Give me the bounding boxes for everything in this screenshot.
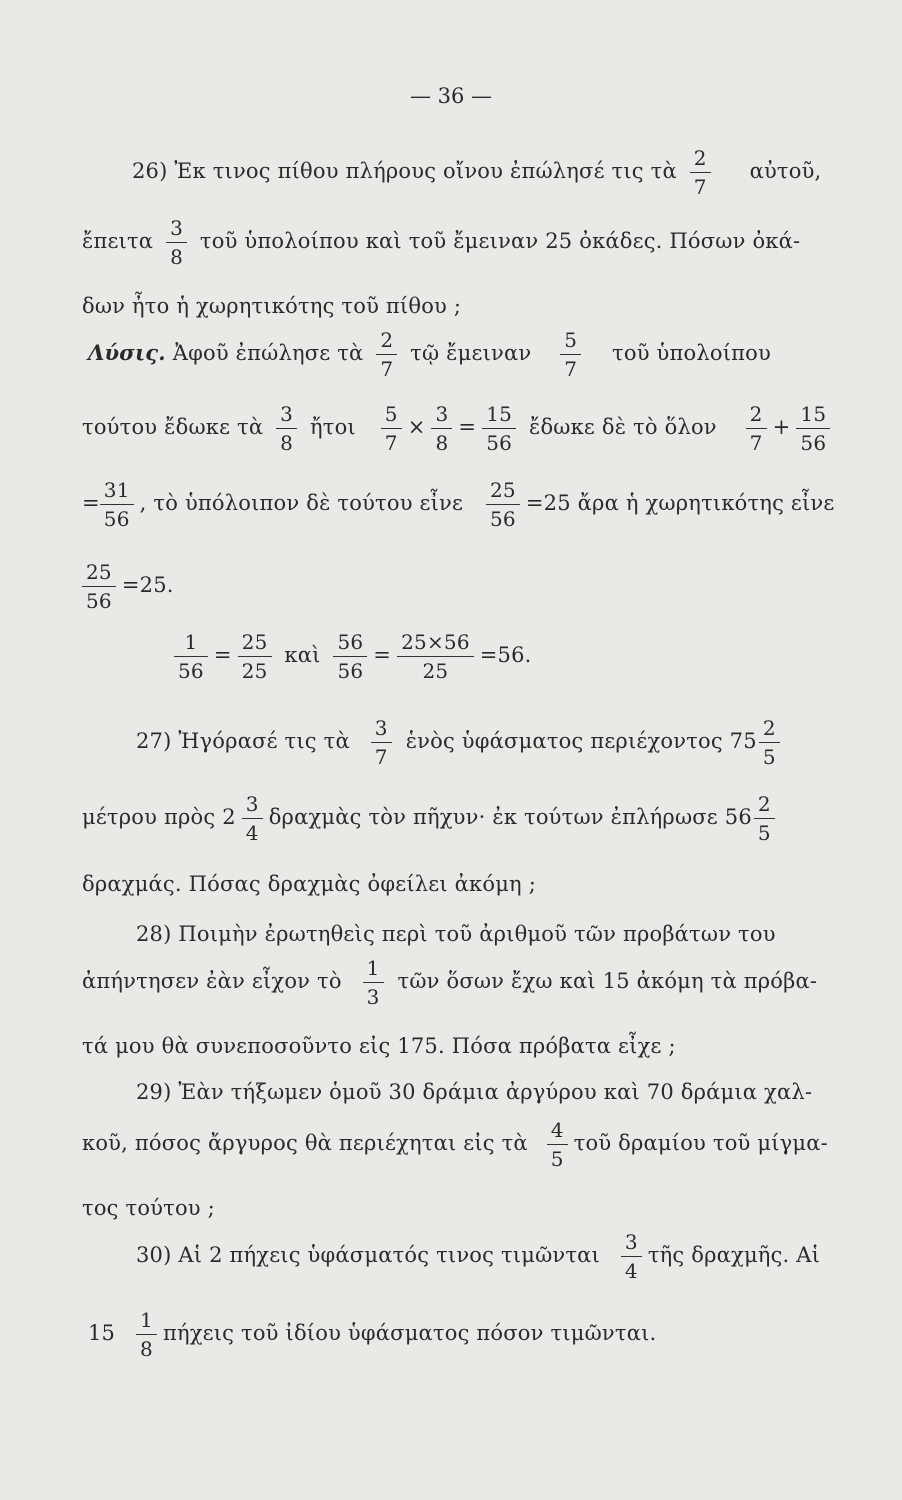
numerator: 3 <box>435 402 449 426</box>
denominator: 5 <box>754 818 775 843</box>
times-sign: × <box>407 415 426 439</box>
numerator: 3 <box>280 402 294 426</box>
problem-29-line-2 <box>82 1120 828 1169</box>
text: τῆς δραχμῆς. Αἱ <box>647 1243 821 1267</box>
numerator: 3 <box>374 716 388 740</box>
solution-line-3 <box>82 480 834 529</box>
equals-sign: = <box>82 491 100 515</box>
denominator: 4 <box>242 818 263 843</box>
fraction <box>82 562 116 611</box>
text: ἔπειτα <box>82 229 154 253</box>
solution-line-5 <box>168 632 532 681</box>
equals-sign: = <box>458 415 477 439</box>
fraction <box>560 330 581 379</box>
text: 15 <box>88 1321 116 1345</box>
denominator: 7 <box>371 742 392 767</box>
plus-sign: + <box>772 415 791 439</box>
fraction <box>621 1232 642 1281</box>
denominator: 8 <box>166 242 187 267</box>
denominator: 5 <box>547 1144 568 1169</box>
numerator: 1 <box>366 956 380 980</box>
fraction <box>371 718 392 767</box>
numerator: 3 <box>170 216 184 240</box>
numerator: 25 <box>241 630 268 654</box>
problem-29-line-1: 29) Ἐὰν τήξωμεν ὁμοῦ 30 δράμια ἀργύρου καὶ 70 δράμια χαλ- <box>136 1080 813 1104</box>
problem-27-line-2 <box>82 794 781 843</box>
fraction <box>431 404 452 453</box>
fraction <box>381 404 402 453</box>
fraction <box>547 1120 568 1169</box>
numerator: 56 <box>337 630 364 654</box>
numerator: 15 <box>486 402 513 426</box>
problem-30-line-1 <box>136 1232 820 1281</box>
problem-28-line-2 <box>82 958 817 1007</box>
fraction <box>333 632 367 681</box>
equals-sign: = <box>373 643 392 667</box>
problem-26-line-3: δων ἦτο ἡ χωρητικότης τοῦ πίθου ; <box>82 294 462 318</box>
text: καὶ <box>284 643 321 667</box>
numerator: 25 <box>490 478 516 502</box>
denominator: 56 <box>482 428 516 453</box>
denominator: 56 <box>174 656 208 681</box>
denominator: 8 <box>136 1334 157 1359</box>
fraction <box>376 330 397 379</box>
solution-line-4 <box>82 562 174 611</box>
numerator: 25×56 <box>401 630 470 654</box>
numerator: 25 <box>86 560 112 584</box>
text: αὐτοῦ, <box>749 159 822 183</box>
text: τῶν ὅσων ἔχω καὶ 15 ἀκόμη τὰ πρόβα- <box>397 969 818 993</box>
denominator: 25 <box>238 656 272 681</box>
solution-line-2 <box>82 404 836 453</box>
numerator: 2 <box>693 146 707 170</box>
numerator: 15 <box>800 402 827 426</box>
denominator: 4 <box>621 1256 642 1281</box>
text: =56. <box>479 643 532 667</box>
problem-30-line-2 <box>88 1310 656 1359</box>
fraction <box>166 218 187 267</box>
text: , τὸ ὑπόλοιπον δὲ τούτου εἶνε <box>139 491 464 515</box>
text: ἔδωκε δὲ τὸ ὅλον <box>528 415 717 439</box>
text: μέτρου πρὸς 2 <box>82 805 236 829</box>
text: δραχμὰς τὸν πῆχυν· ἐκ τούτων ἐπλήρωσε 56 <box>268 805 752 829</box>
problem-28-line-1: 28) Ποιμὴν ἐρωτηθεὶς περὶ τοῦ ἀριθμοῦ τῶν προβάτων του <box>136 922 776 946</box>
fraction <box>754 794 775 843</box>
denominator: 8 <box>431 428 452 453</box>
text: 30) Αἱ 2 πήχεις ὑφάσματός τινος τιμῶνται <box>136 1243 600 1267</box>
text: τῷ ἔμειναν <box>410 341 532 365</box>
text: πήχεις τοῦ ἰδίου ὑφάσματος πόσον τιμῶνται. <box>162 1321 657 1345</box>
text: τούτου ἔδωκε τὰ <box>82 415 264 439</box>
text: τοῦ δραμίου τοῦ μίγμα- <box>573 1131 828 1155</box>
text: ἤτοι <box>309 415 356 439</box>
text: κοῦ, πόσος ἄργυρος θὰ περιέχηται εἰς τὰ <box>82 1131 528 1155</box>
fraction <box>363 958 384 1007</box>
fraction <box>174 632 208 681</box>
problem-26-line-1 <box>132 148 821 197</box>
numerator: 1 <box>140 1308 153 1332</box>
denominator: 56 <box>82 586 116 611</box>
denominator: 56 <box>100 504 134 529</box>
text: =25. <box>121 573 174 597</box>
solution-line-1 <box>88 330 771 379</box>
text: τοῦ ὑπολοίπου <box>612 341 771 365</box>
problem-27-line-3: δραχμάς. Πόσας δραχμὰς ὀφείλει ἀκόμη ; <box>82 872 536 896</box>
numerator: 2 <box>749 402 763 426</box>
fraction <box>482 404 516 453</box>
numerator: 3 <box>245 792 259 816</box>
denominator: 8 <box>276 428 297 453</box>
numerator: 3 <box>624 1230 638 1254</box>
fraction <box>486 480 520 529</box>
denominator: 7 <box>381 428 402 453</box>
page-number: — 36 — <box>409 84 493 108</box>
numerator: 2 <box>380 328 394 352</box>
numerator: 31 <box>103 478 130 502</box>
problem-29-line-3: τος τούτου ; <box>82 1196 215 1220</box>
denominator: 5 <box>759 742 780 767</box>
fraction <box>276 404 297 453</box>
denominator: 7 <box>376 354 397 379</box>
text: Ἀφοῦ ἐπώλησε τὰ <box>172 341 364 365</box>
denominator: 56 <box>796 428 830 453</box>
problem-27-line-1 <box>136 718 786 767</box>
numerator: 2 <box>757 792 771 816</box>
text: τοῦ ὑπολοίπου καὶ τοῦ ἔμειναν 25 ὀκάδες. Πόσων ὀκά- <box>199 229 801 253</box>
denominator: 7 <box>560 354 581 379</box>
problem-26-line-2 <box>82 218 800 267</box>
fraction <box>690 148 711 197</box>
denominator: 7 <box>746 428 767 453</box>
solution-label: Λύσις. <box>88 340 166 365</box>
fraction <box>242 794 263 843</box>
text: 26) Ἐκ τινος πίθου πλήρους οἴνου ἐπώλησέ τις τὰ <box>132 159 677 183</box>
fraction <box>238 632 272 681</box>
denominator: 7 <box>690 172 711 197</box>
text: ἀπήντησεν ἐὰν εἶχον τὸ <box>82 969 342 993</box>
numerator: 4 <box>550 1118 564 1142</box>
fraction <box>100 480 134 529</box>
denominator: 56 <box>486 504 520 529</box>
numerator: 5 <box>564 328 578 352</box>
text: =25 ἄρα ἡ χωρητικότης εἶνε <box>525 491 835 515</box>
fraction <box>746 404 767 453</box>
numerator: 2 <box>762 716 776 740</box>
fraction <box>796 404 830 453</box>
equals-sign: = <box>213 643 232 667</box>
text: ἑνὸς ὑφάσματος περιέχοντος 75 <box>405 729 757 753</box>
denominator: 25 <box>397 656 474 681</box>
fraction <box>136 1310 157 1359</box>
fraction <box>759 718 780 767</box>
problem-28-line-3: τά μου θὰ συνεποσοῦντο εἰς 175. Πόσα πρόβατα εἶχε ; <box>82 1034 676 1058</box>
denominator: 3 <box>363 982 384 1007</box>
text: 27) Ἠγόρασέ τις τὰ <box>136 729 350 753</box>
numerator: 5 <box>384 402 398 426</box>
fraction <box>397 632 474 681</box>
denominator: 56 <box>333 656 367 681</box>
numerator: 1 <box>184 630 198 654</box>
